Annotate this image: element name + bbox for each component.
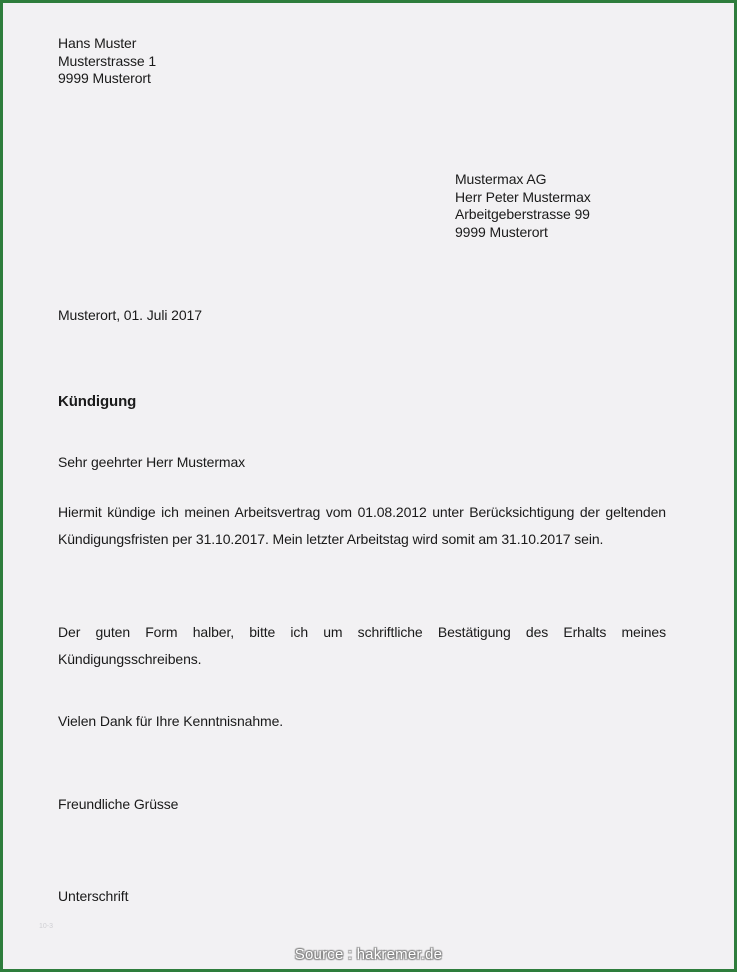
closing-greeting: Freundliche Grüsse: [58, 796, 179, 812]
letter-page: [3, 3, 734, 969]
recipient-street: Arbeitgeberstrasse 99: [455, 206, 590, 222]
source-watermark: Source : hakremer.de: [294, 946, 443, 963]
sender-street: Musterstrasse 1: [58, 52, 157, 69]
page-mark: 10-3: [39, 923, 54, 930]
signature-label: Unterschrift: [58, 888, 129, 904]
recipient-person: Herr Peter Mustermax: [455, 188, 591, 205]
thanks-line: Vielen Dank für Ihre Kenntnisnahme.: [58, 713, 284, 729]
recipient-company: Mustermax AG: [455, 171, 547, 187]
letter-subject: Kündigung: [58, 393, 137, 410]
body-paragraph: Hiermit kündige ich meinen Arbeitsvertrag vom 01.08.2012 unter Berücksichtigung der geltenden Kündigungsfristen per 31.10.2017. Mein letzter Arbeitstag wird somit am 31.10.2017 sein.: [58, 504, 666, 547]
recipient-address: [455, 171, 591, 241]
sender-address: [58, 35, 156, 88]
sender-city: 9999 Musterort: [58, 70, 151, 86]
salutation: Sehr geehrter Herr Mustermax: [58, 454, 246, 470]
body-paragraph: Der guten Form halber, bitte ich um schriftliche Bestätigung des Erhalts meines Kündigungsschreibens.: [58, 624, 666, 667]
place-date: Musterort, 01. Juli 2017: [58, 307, 202, 323]
sender-name: Hans Muster: [58, 35, 137, 51]
recipient-city: 9999 Musterort: [455, 223, 548, 240]
